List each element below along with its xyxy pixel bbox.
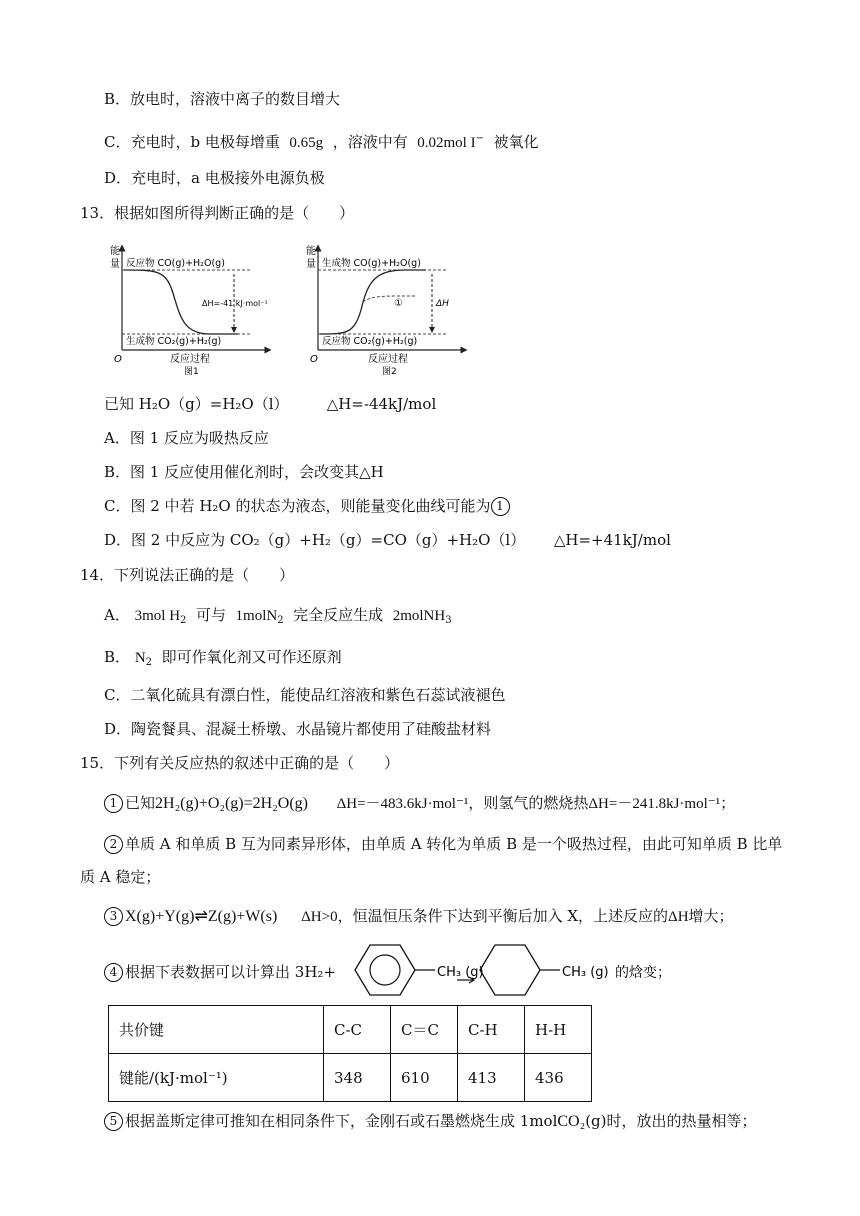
q15-s4-end: 的焓变； — [615, 965, 671, 981]
energy-diagram-2 — [306, 240, 476, 380]
table-header-cell: H-H — [525, 1006, 592, 1054]
q15-s3-num: 3 — [104, 907, 123, 926]
fig1-product: 生成物 CO₂(g)+H₂(g) — [126, 336, 222, 347]
fig2-xlabel: 反应过程 — [368, 354, 408, 365]
toluene-ch3-label: CH₃ (g) — [437, 965, 484, 980]
fig1-origin: O — [114, 354, 122, 365]
q15-s3-text: ，恒温恒压条件下达到平衡后加入 X，上述反应的 — [337, 907, 669, 925]
table-cell: 610 — [391, 1054, 458, 1102]
q15-stem: 15．下列有关反应热的叙述中正确的是（ ） — [80, 754, 400, 772]
q15-s1-num: 1 — [104, 794, 123, 813]
q14-a-text3: 完全反应生成 — [293, 606, 384, 624]
table-cell: 348 — [324, 1054, 391, 1102]
q15-s1-dh2: ΔH=－241.8kJ·mol⁻¹ — [588, 796, 721, 812]
q14-b-text: 即可作氧化剂又可作还原剂 — [161, 648, 342, 666]
methylcyclohexane-ch3-label: CH₃ (g) — [562, 965, 609, 980]
q13-c-circle: 1 — [491, 497, 510, 516]
q15-statement-1 — [104, 792, 735, 815]
q13-option-a: A．图 1 反应为吸热反应 — [104, 429, 269, 447]
q14-stem: 14．下列说法正确的是（ ） — [80, 566, 295, 584]
q13-known-dh: △H=-44kJ/mol — [326, 395, 437, 413]
q13-stem: 13．根据如图所得判断正确的是（ ） — [80, 204, 355, 222]
q14-option-d: D．陶瓷餐具、混凝土桥墩、水晶镜片都使用了硅酸盐材料 — [104, 720, 492, 738]
q12-option-b: B．放电时，溶液中离子的数目增大 — [104, 90, 341, 108]
q12-c-mass: 0.65g — [289, 135, 324, 151]
q14-a-label: A． — [104, 606, 130, 624]
fig1-dh: ΔH=-41 kJ·mol⁻¹ — [202, 299, 268, 308]
q12-c-amount: 0.02mol I — [417, 135, 476, 151]
q13-known-eq: 已知 H₂O（g）=H₂O（l） — [104, 395, 289, 413]
fig2-caption: 图2 — [382, 367, 397, 377]
q12-c-text1: C．充电时，b 电极每增重 — [104, 133, 280, 151]
fig2-ylabel1: 能 — [306, 246, 316, 257]
q15-statement-2-cont: 质 A 稳定； — [80, 868, 161, 886]
fig2-origin: O — [310, 354, 318, 365]
q13-c-text: C．图 2 中若 H₂O 的状态为液态，则能量变化曲线可能为 — [104, 497, 491, 515]
q15-statement-2 — [104, 833, 782, 855]
q13-d-text: D．图 2 中反应为 CO₂（g）+H₂（g）=CO（g）+H₂O（l） — [104, 531, 526, 549]
q12-c-sup: − — [475, 133, 484, 144]
q15-s5-num: 5 — [104, 1112, 123, 1131]
q15-s3-dh2: ΔH — [668, 909, 689, 925]
fig1-reactant: 反应物 CO(g)+H₂O(g) — [126, 258, 225, 269]
q15-s3-end: 增大； — [688, 907, 734, 925]
table-header-cell: C＝C — [391, 1006, 458, 1054]
energy-diagram-1 — [110, 240, 280, 380]
fig1-xlabel: 反应过程 — [170, 354, 210, 365]
table-row-label: 键能/(kJ·mol⁻¹) — [109, 1054, 324, 1102]
q14-a-h2: 3mol H — [134, 608, 181, 624]
q15-s4-num: 4 — [104, 963, 123, 982]
q15-s1-dh: ΔH=－483.6kJ·mol⁻¹ — [336, 796, 469, 812]
fig2-product: 生成物 CO(g)+H₂O(g) — [322, 258, 421, 269]
table-cell: 436 — [525, 1054, 592, 1102]
q14-option-c: C．二氧化硫具有漂白性，能使品红溶液和紫色石蕊试液褪色 — [104, 686, 506, 704]
q13-option-c — [104, 495, 512, 517]
table-row — [109, 1054, 592, 1102]
toluene-to-methylcyclohexane — [335, 940, 755, 1000]
q15-s1-eq: 2H₂(g)+O₂(g)=2H₂O(g) — [155, 795, 308, 812]
fig2-ylabel2: 量 — [306, 259, 316, 270]
q14-a-n2: 1molN — [235, 608, 278, 624]
q13-option-b: B．图 1 反应使用催化剂时，会改变其△H — [104, 463, 384, 481]
q13-option-d — [104, 529, 671, 551]
q15-s5-text: 根据盖斯定律可推知在相同条件下，金刚石或石墨燃烧生成 1mol — [125, 1112, 558, 1130]
q15-s2-num: 2 — [104, 835, 123, 854]
q15-s4-text: 根据下表数据可以计算出 3H₂+ — [125, 963, 336, 981]
q13-known — [104, 393, 436, 415]
q15-s1-end: ； — [720, 794, 736, 812]
table-header-row — [109, 1006, 592, 1054]
q15-s1-text2: ，则氢气的燃烧热 — [468, 794, 589, 812]
q15-s2-text: 单质 A 和单质 B 互为同素异形体，由单质 A 转化为单质 B 是一个吸热过程，由此可知单质 B 比单 — [125, 835, 783, 853]
q12-option-d: D．充电时，a 电极接外电源负极 — [104, 169, 325, 187]
q14-option-a: A． 3mol $H_2$ 可与 1molN$_2$ 完全反应生成 2molNH$_3$ — [104, 606, 452, 626]
q15-s3-eq: X(g)+Y(g)⇌Z(g)+W(s) — [125, 908, 278, 925]
q15-statement-3 — [104, 905, 734, 928]
q13-d-dh: △H=+41kJ/mol — [553, 531, 671, 549]
fig1-ylabel1: 能 — [110, 246, 120, 257]
q14-a-text2: 可与 — [195, 606, 226, 624]
q14-b-label: B． — [104, 648, 131, 666]
q14-option-b: B． $N_2$ 即可作氧化剂又可作还原剂 — [104, 648, 342, 668]
q15-statement-4-start — [104, 961, 336, 983]
fig1-caption: 图1 — [184, 367, 199, 377]
table-header-cell: C-C — [324, 1006, 391, 1054]
q15-s5-co2: CO₂ — [557, 1113, 586, 1130]
fig2-dh: ΔH — [436, 299, 449, 309]
fig2-reactant: 反应物 CO₂(g)+H₂(g) — [322, 336, 418, 347]
q14-b-n2: N — [134, 650, 146, 666]
q15-statement-5 — [104, 1110, 757, 1133]
table-cell: 413 — [458, 1054, 525, 1102]
q12-option-c — [104, 128, 539, 154]
q15-s1-text: 已知 — [125, 794, 156, 812]
q12-c-text3: 被氧化 — [493, 133, 539, 151]
table-header-cell: C-H — [458, 1006, 525, 1054]
q14-a-nh3: 2molNH — [392, 608, 446, 624]
q15-s5-text2: (g)时，放出的热量相等； — [585, 1112, 757, 1130]
bond-energy-table — [108, 1005, 592, 1102]
q12-c-text2: ，溶液中有 — [332, 133, 408, 151]
q15-s3-dh: ΔH>0 — [301, 909, 338, 925]
fig2-curve-label: ① — [394, 298, 403, 309]
fig1-ylabel2: 量 — [110, 259, 120, 270]
table-header-cell: 共价键 — [109, 1006, 324, 1054]
